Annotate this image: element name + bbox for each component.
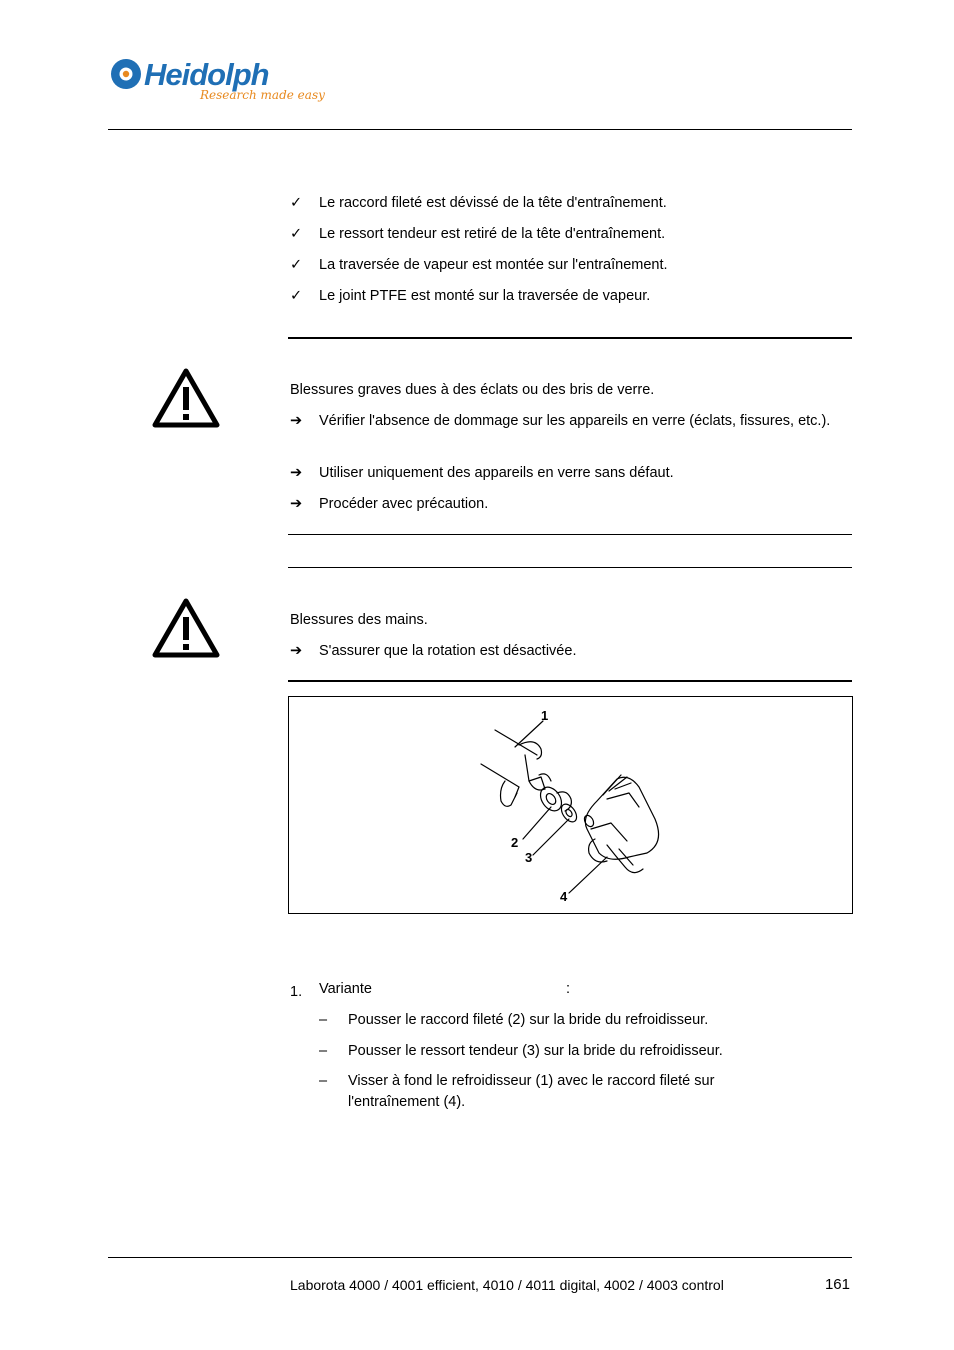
cooler-assembly-drawing bbox=[289, 697, 852, 913]
action-text: Utiliser uniquement des appareils en verre sans défaut. bbox=[319, 465, 674, 481]
warning-top-rule bbox=[288, 567, 852, 568]
warning-text bbox=[290, 380, 850, 401]
check-icon: ✓ bbox=[290, 288, 303, 304]
warning-top-rule bbox=[288, 337, 852, 339]
arrow-right-icon: ➔ bbox=[290, 413, 303, 429]
checklist-text: Le ressort tendeur est retiré de la tête d'entraînement. bbox=[319, 226, 666, 242]
warning-triangle-icon bbox=[152, 598, 220, 658]
action-text: Procéder avec précaution. bbox=[319, 496, 489, 512]
callout-label: 3 bbox=[525, 850, 533, 865]
warning-bottom-rule bbox=[288, 534, 852, 535]
dash-bullet: – bbox=[319, 1073, 328, 1089]
warning-hazard-text: Blessures graves dues à des éclats ou des bris de verre. bbox=[290, 382, 655, 398]
warning-triangle-icon bbox=[152, 368, 220, 428]
checklist-text: Le raccord fileté est dévissé de la tête d'entraînement. bbox=[319, 195, 667, 211]
page-number: 161 bbox=[824, 1276, 850, 1293]
callout-label: 1 bbox=[541, 708, 549, 723]
substep-text: Visser à fond le refroidisseur (1) avec le raccord fileté sur l'entraînement (4). bbox=[348, 1073, 715, 1110]
callout-label: 2 bbox=[511, 835, 519, 850]
callout-label: 4 bbox=[560, 889, 568, 904]
arrow-right-icon: ➔ bbox=[290, 496, 303, 512]
action-text: S'assurer que la rotation est désactivée. bbox=[319, 643, 577, 659]
dash-bullet: – bbox=[319, 1043, 328, 1059]
dash-bullet: – bbox=[319, 1012, 328, 1028]
arrow-right-icon: ➔ bbox=[290, 465, 303, 481]
warning-hazard-text: Blessures des mains. bbox=[290, 612, 428, 628]
heidolph-logo bbox=[108, 52, 323, 114]
substep-text: Pousser le ressort tendeur (3) sur la bride du refroidisseur. bbox=[348, 1043, 723, 1059]
action-text: Vérifier l'absence de dommage sur les appareils en verre (éclats, fissures, etc.). bbox=[319, 413, 831, 429]
header-divider bbox=[108, 129, 852, 130]
check-icon: ✓ bbox=[290, 226, 303, 242]
logo-tagline-text: Research made easy bbox=[200, 88, 325, 102]
step-number: 1. bbox=[290, 984, 303, 1000]
logo-brand-text: Heidolph bbox=[144, 57, 269, 92]
checklist-text: Le joint PTFE est monté sur la traversée de vapeur. bbox=[319, 288, 651, 304]
footer-model: Laborota 4000 / 4001 efficient, 4010 / 4011 digital, 4002 / 4003 control bbox=[290, 1277, 724, 1293]
warning-bottom-rule bbox=[288, 680, 852, 682]
check-icon: ✓ bbox=[290, 257, 303, 273]
check-icon: ✓ bbox=[290, 195, 303, 211]
warning-text bbox=[290, 610, 850, 631]
assembly-figure bbox=[288, 696, 853, 914]
substep-text: Pousser le raccord fileté (2) sur la bride du refroidisseur. bbox=[348, 1012, 709, 1028]
checklist-text: La traversée de vapeur est montée sur l'entraînement. bbox=[319, 257, 668, 273]
footer-divider bbox=[108, 1257, 852, 1258]
step-colon: : bbox=[566, 981, 571, 997]
arrow-right-icon: ➔ bbox=[290, 643, 303, 659]
step-label: Variante bbox=[319, 981, 372, 997]
